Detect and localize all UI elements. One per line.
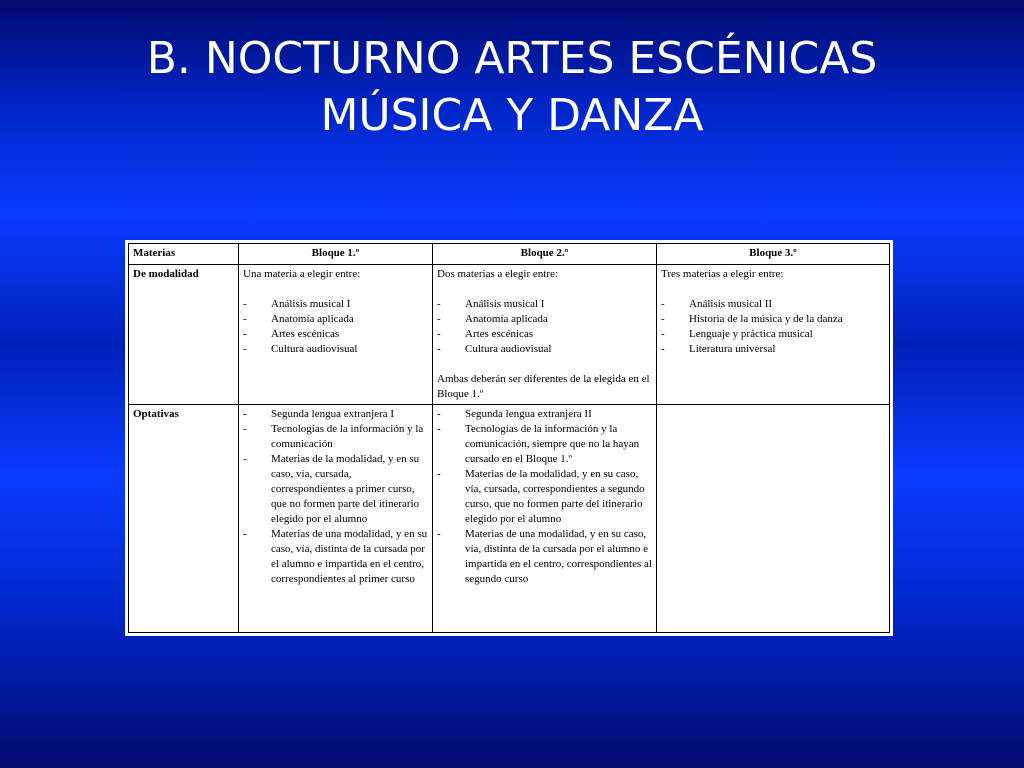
subjects-table-frame <box>125 240 893 636</box>
cell-intro: Tres materias a elegir entre: <box>661 268 784 280</box>
list-item: - Materias de la modalidad, y en su caso, vía, cursada, correspondientes a segundo curso, que no formen parte del itinerario elegido por el alumno <box>437 467 652 527</box>
header-bloque-2: Bloque 2.º <box>433 244 657 265</box>
list-item: - Análisis musical I <box>437 297 652 312</box>
slide-title-line-1: B. NOCTURNO ARTES ESCÉNICAS <box>146 33 878 84</box>
cell-optativas-bloque-3 <box>657 405 890 633</box>
list-item: - Segunda lengua extranjera II <box>437 407 652 422</box>
list-item: - Literatura universal <box>661 342 885 357</box>
cell-intro: Dos materias a elegir entre: <box>437 268 558 280</box>
list-item: - Artes escénicas <box>243 327 428 342</box>
list-item: - Análisis musical II <box>661 297 885 312</box>
subject-list <box>661 297 885 357</box>
subject-list <box>437 407 652 587</box>
header-materias: Materias <box>129 244 239 265</box>
list-item: - Tecnologías de la información y la comunicación, siempre que no la hayan cursado en el Bloque 1.º <box>437 422 652 467</box>
row-label-optativas: Optativas <box>129 405 239 633</box>
cell-modalidad-bloque-3 <box>657 265 890 405</box>
list-item: - Análisis musical I <box>243 297 428 312</box>
header-bloque-3: Bloque 3.º <box>657 244 890 265</box>
row-label-modalidad: De modalidad <box>129 265 239 405</box>
subject-list <box>243 407 428 587</box>
cell-optativas-bloque-2 <box>433 405 657 633</box>
list-item: - Lenguaje y práctica musical <box>661 327 885 342</box>
cell-note: Ambas deberán ser diferentes de la elegida en el Bloque 1.º <box>437 373 650 400</box>
cell-modalidad-bloque-2 <box>433 265 657 405</box>
list-item: - Anatomía aplicada <box>243 312 428 327</box>
slide-title <box>60 30 964 144</box>
list-item: - Materias de una modalidad, y en su caso, vía, distinta de la cursada por el alumno e impartida en el centro, correspondientes al primer curso <box>243 527 428 587</box>
table-header-row <box>129 244 890 265</box>
list-item: - Materias de la modalidad, y en su caso, vía, cursada, correspondientes a primer curso, que no formen parte del itinerario elegido por el alumno <box>243 452 428 527</box>
cell-optativas-bloque-1 <box>239 405 433 633</box>
table-row-modalidad <box>129 265 890 405</box>
list-item: - Historia de la música y de la danza <box>661 312 885 327</box>
subjects-table <box>128 243 890 633</box>
slide-title-line-2: MÚSICA Y DANZA <box>320 90 704 141</box>
list-item: - Tecnologías de la información y la comunicación <box>243 422 428 452</box>
list-item: - Anatomía aplicada <box>437 312 652 327</box>
list-item: - Materias de una modalidad, y en su caso, vía, distinta de la cursada por el alumno e impartida en el centro, correspondientes al segundo curso <box>437 527 652 587</box>
list-item: - Artes escénicas <box>437 327 652 342</box>
list-item: - Segunda lengua extranjera I <box>243 407 428 422</box>
list-item: - Cultura audiovisual <box>243 342 428 357</box>
cell-intro: Una materia a elegir entre: <box>243 268 361 280</box>
table-row-optativas <box>129 405 890 633</box>
header-bloque-1: Bloque 1.º <box>239 244 433 265</box>
cell-modalidad-bloque-1 <box>239 265 433 405</box>
subject-list <box>243 297 428 357</box>
list-item: - Cultura audiovisual <box>437 342 652 357</box>
subject-list <box>437 297 652 357</box>
